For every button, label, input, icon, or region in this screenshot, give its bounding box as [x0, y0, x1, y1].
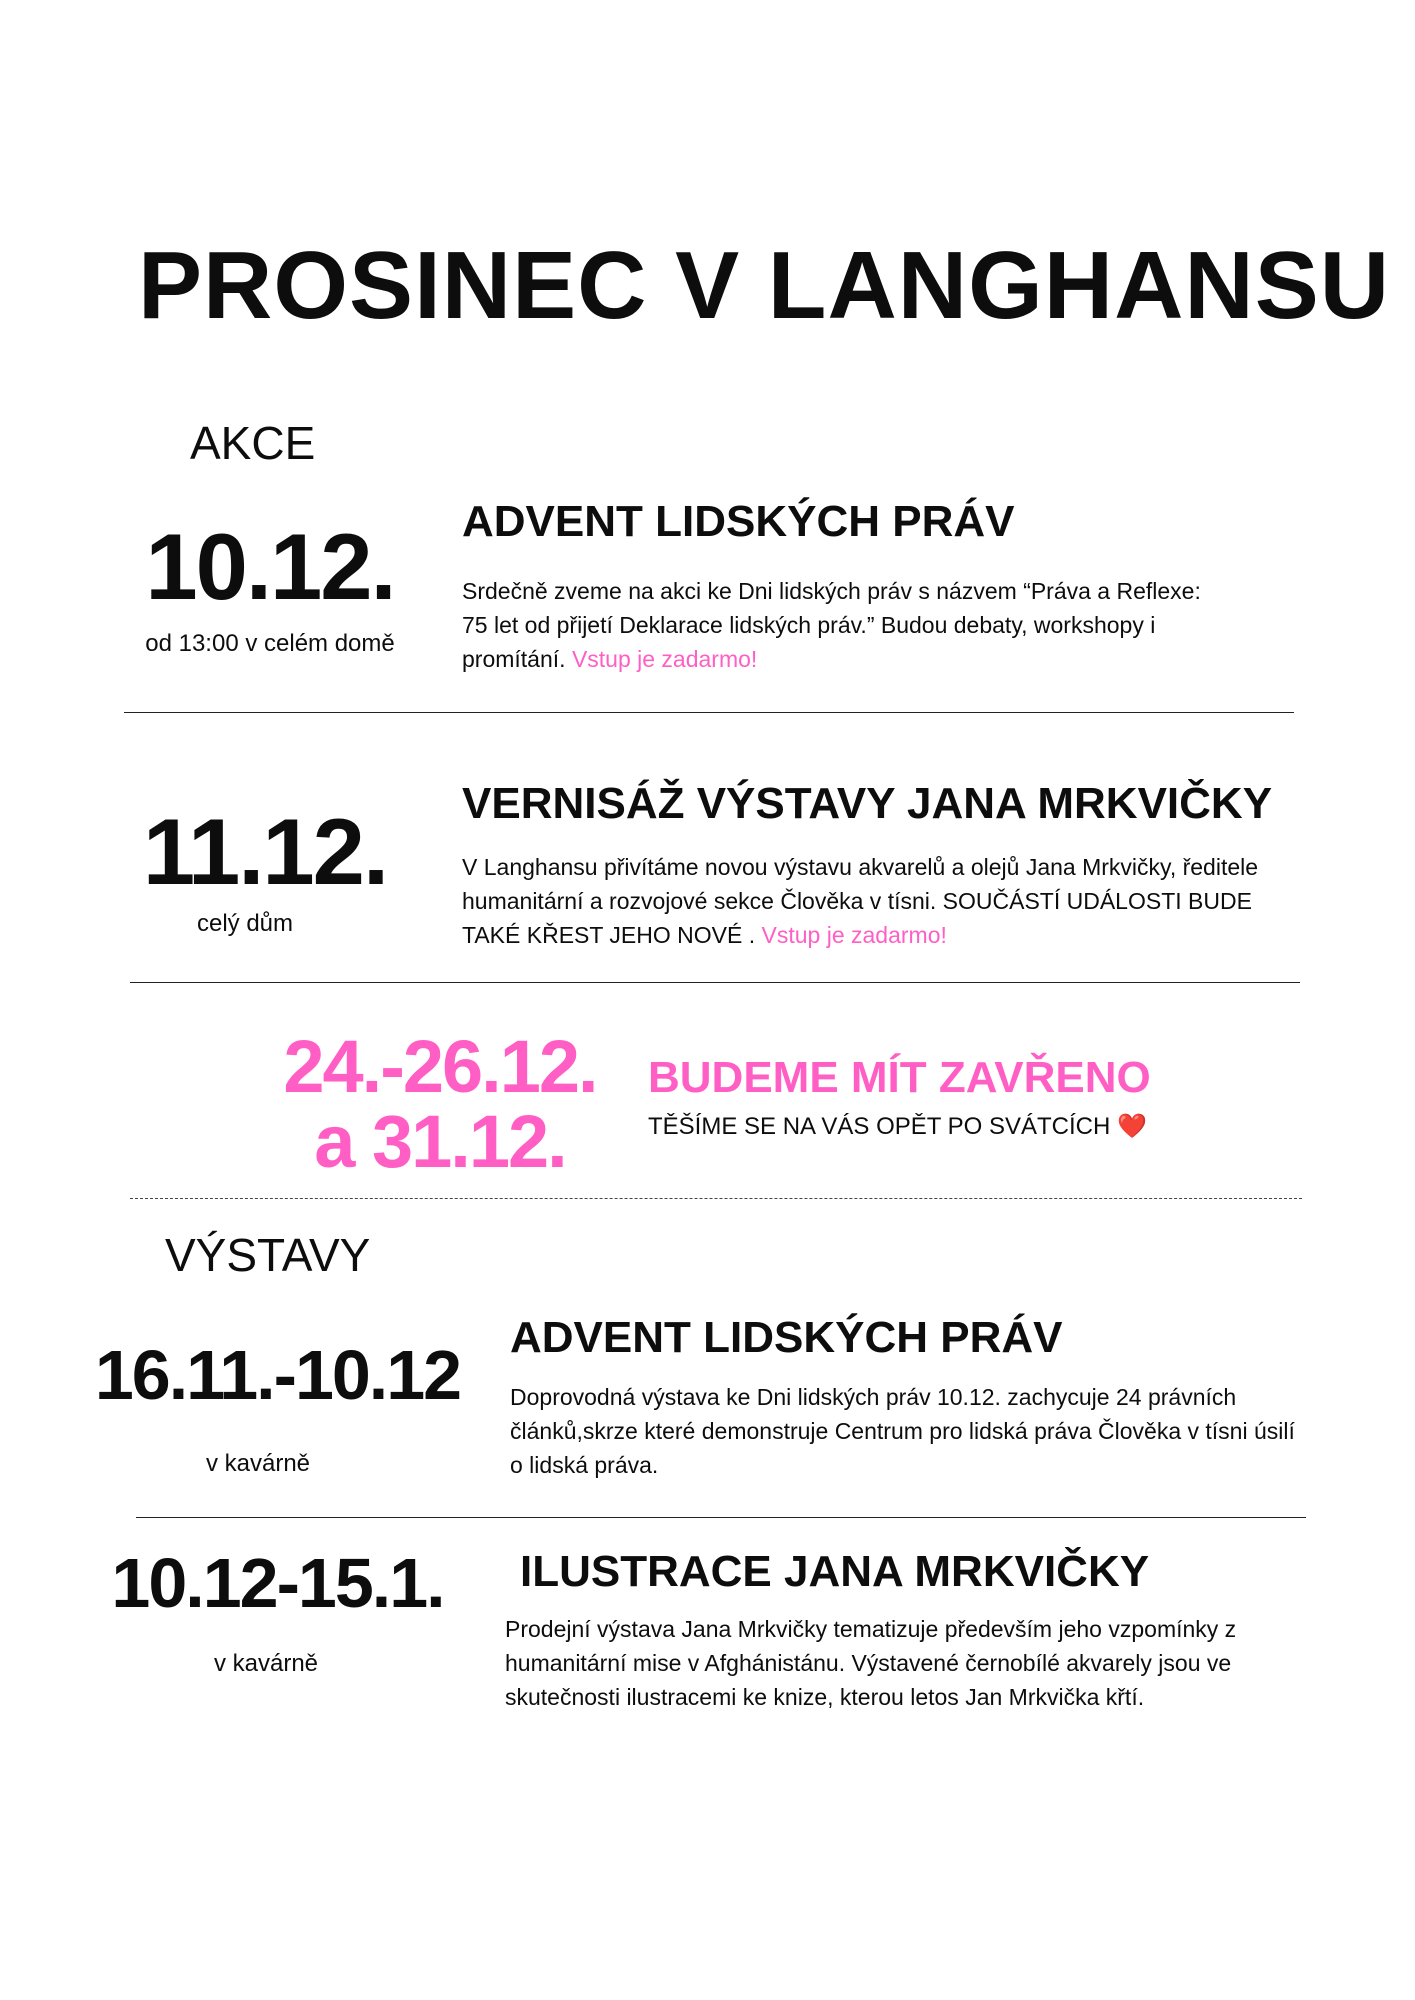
closed-subtitle	[648, 1112, 1147, 1141]
closed-dates-line1: 24.-26.12.	[283, 1025, 597, 1108]
exhibition-description: Prodejní výstava Jana Mrkvičky tematizuje především jeho vzpomínky z humanitární mise v Afghánistánu. Výstavené černobílé akvarely jsou ve skutečnosti ilustracemi ke knize, kterou letos Jan Mrkvička křtí.	[505, 1616, 1237, 1710]
closed-title: BUDEME MÍT ZAVŘENO	[648, 1053, 1151, 1102]
closed-subtitle-text: TĚŠÍME SE NA VÁS OPĚT PO SVÁTCÍCH	[648, 1113, 1111, 1140]
exhibition-description: Doprovodná výstava ke Dni lidských práv 10.12. zachycuje 24 právních článků,skrze které demonstruje Centrum pro lidská práva Člověka v tísni úsilí o lidská práva.	[510, 1384, 1295, 1478]
exhibition-location: v kavárně	[213, 1650, 319, 1677]
event-description-text: Srdečně zveme na akci ke Dni lidských práv s názvem “Práva a Reflexe: 75 let od přijetí Deklarace lidských práv.” Budou debaty, workshopy i promítání.	[462, 578, 1201, 672]
section-heading-vystavy: VÝSTAVY	[165, 1229, 371, 1281]
event-description-text: V Langhansu přivítáme novou výstavu akvarelů a olejů Jana Mrkvičky, ředitele humanitární a rozvojové sekce Člověka v tísni. SOUČÁSTÍ UDÁLOSTI BUDE TAKÉ KŘEST JEHO NOVÉ .	[462, 854, 1259, 948]
divider	[130, 982, 1300, 983]
exhibition-date: 10.12-15.1.	[111, 1544, 444, 1622]
dashed-divider	[130, 1198, 1302, 1199]
free-entry-note: Vstup je zadarmo!	[571, 646, 758, 672]
event-description	[462, 850, 1282, 952]
exhibition-date: 16.11.-10.12	[94, 1336, 461, 1414]
event-date: 11.12.	[142, 799, 388, 904]
event-date: 10.12.	[145, 514, 395, 619]
exhibition-title: ILUSTRACE JANA MRKVIČKY	[520, 1547, 1150, 1596]
event-location: celý dům	[196, 910, 294, 937]
closed-dates-line2: a 31.12.	[314, 1100, 566, 1183]
exhibition-title: ADVENT LIDSKÝCH PRÁV	[510, 1313, 1063, 1362]
event-title: ADVENT LIDSKÝCH PRÁV	[462, 497, 1015, 546]
free-entry-note: Vstup je zadarmo!	[761, 922, 947, 948]
divider	[124, 712, 1294, 713]
heart-icon: ❤️	[1117, 1113, 1147, 1140]
exhibition-location: v kavárně	[205, 1450, 311, 1477]
event-title: VERNISÁŽ VÝSTAVY JANA MRKVIČKY	[462, 779, 1273, 828]
page-title: PROSINEC V LANGHANSU	[138, 232, 1391, 339]
event-location: od 13:00 v celém domě	[145, 630, 395, 657]
event-description	[462, 574, 1222, 676]
divider	[136, 1517, 1306, 1518]
section-heading-akce: AKCE	[190, 417, 316, 469]
